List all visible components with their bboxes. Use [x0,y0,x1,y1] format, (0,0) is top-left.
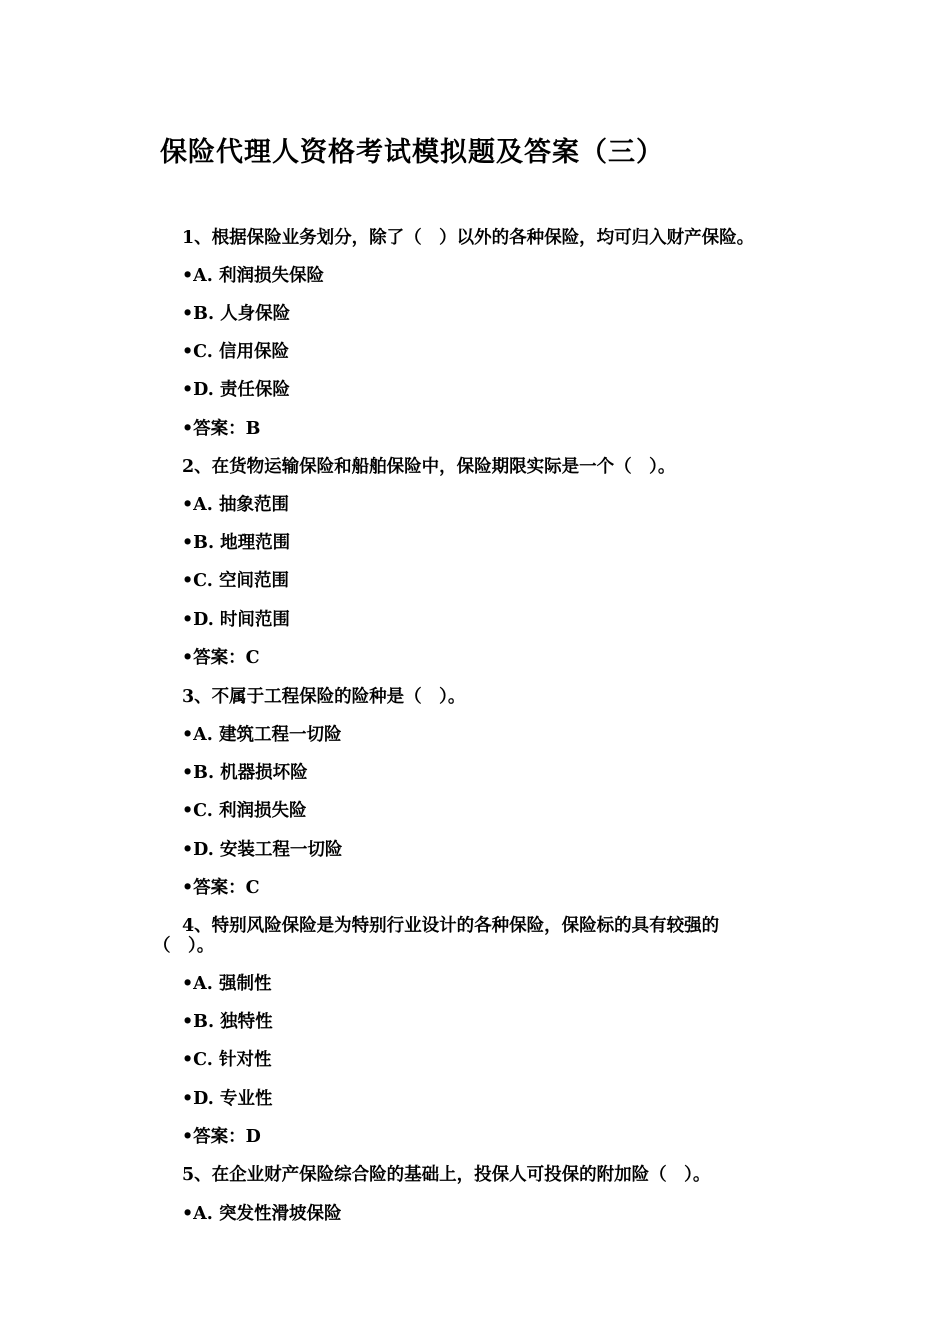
question-2: 2、在货物运输保险和船舶保险中，保险期限实际是一个（ ）。 [182,457,676,477]
answer-4: •答案：D [182,1127,261,1147]
option-1d: •D. 责任保险 [182,380,290,400]
option-4b: •B. 独特性 [182,1012,273,1032]
question-4-continuation: （ ）。 [153,936,215,956]
option-1b: •B. 人身保险 [182,304,291,324]
option-1c: •C. 信用保险 [182,342,289,362]
option-2a: •A. 抽象范围 [182,495,289,515]
answer-1: •答案：B [182,419,261,439]
option-5a: •A. 突发性滑坡保险 [182,1204,342,1224]
option-1a: •A. 利润损失保险 [182,266,324,286]
option-2d: •D. 时间范围 [182,610,290,630]
question-4: 4、特别风险保险是为特别行业设计的各种保险，保险标的具有较强的 [182,916,720,936]
answer-3: •答案：C [182,878,260,898]
option-4a: •A. 强制性 [182,974,272,994]
option-3d: •D. 安装工程一切险 [182,840,343,860]
option-3a: •A. 建筑工程一切险 [182,725,342,745]
option-2c: •C. 空间范围 [182,571,289,591]
option-3c: •C. 利润损失险 [182,801,307,821]
option-2b: •B. 地理范围 [182,533,291,553]
option-4d: •D. 专业性 [182,1089,273,1109]
option-3b: •B. 机器损坏险 [182,763,308,783]
question-3: 3、不属于工程保险的险种是（ ）。 [182,687,466,707]
answer-2: •答案：C [182,648,260,668]
question-5: 5、在企业财产保险综合险的基础上，投保人可投保的附加险（ ）。 [182,1165,711,1185]
document-title: 保险代理人资格考试模拟题及答案（三） [160,137,664,168]
option-4c: •C. 针对性 [182,1050,272,1070]
question-1: 1、根据保险业务划分，除了（ ）以外的各种保险，均可归入财产保险。 [182,228,755,248]
